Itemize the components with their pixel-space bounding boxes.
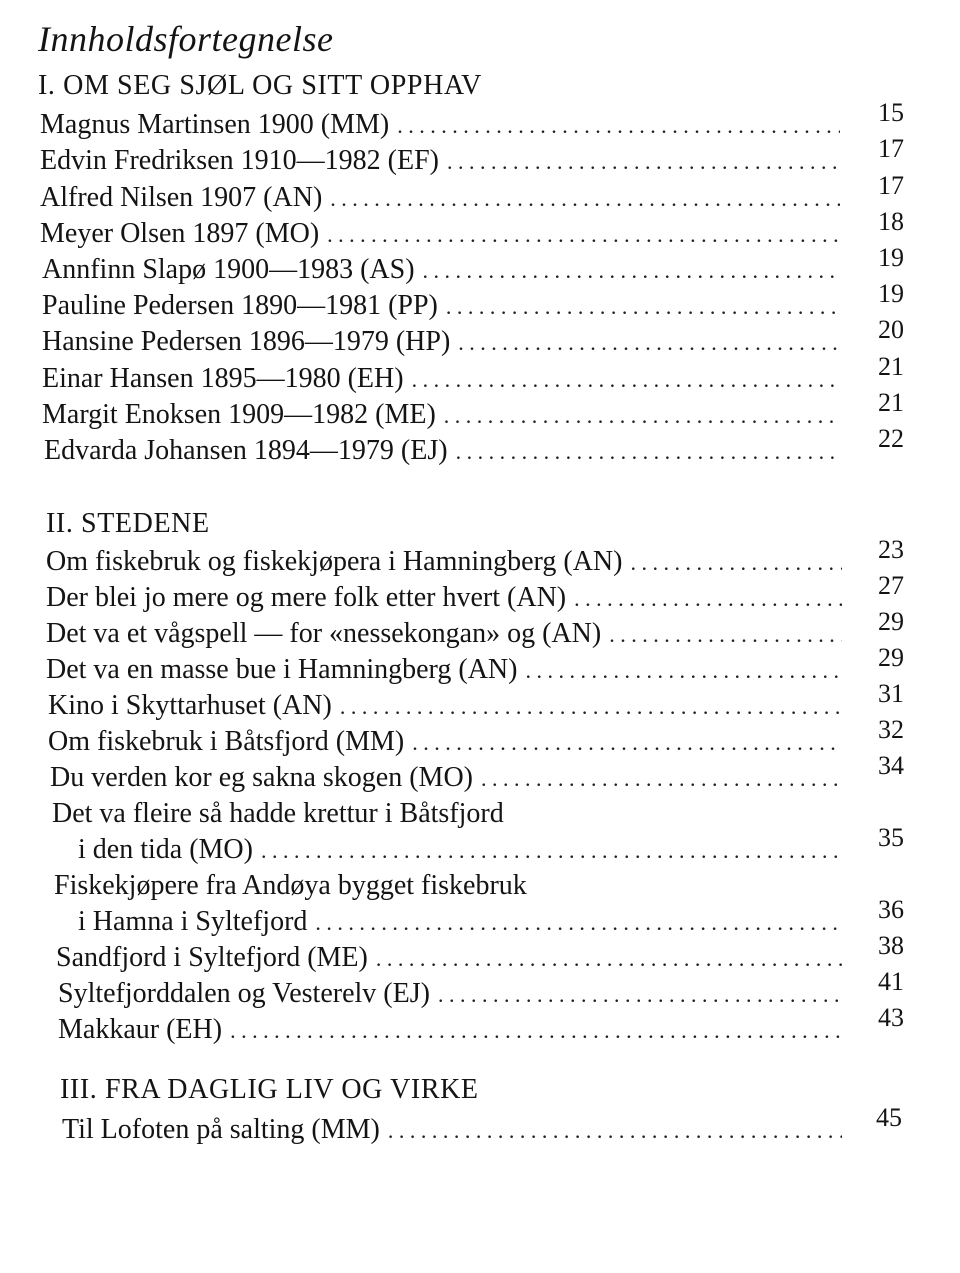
entry-page-number: 19: [878, 243, 904, 272]
toc-entry: [40, 143, 840, 179]
entry-title: Det va en masse bue i Hamningberg (AN): [46, 654, 518, 685]
entry-title: Hansine Pedersen 1896—1979 (HP): [42, 326, 451, 357]
toc-entry: [42, 252, 840, 288]
entry-page-number: 45: [876, 1103, 902, 1132]
dot-leader: [412, 362, 840, 398]
entry-page-number: 29: [878, 607, 904, 636]
entry-title: Sandfjord i Syltefjord (ME): [56, 942, 368, 973]
dot-leader: [458, 325, 840, 361]
toc-entry: [78, 904, 842, 940]
entry-title: Annfinn Slapø 1900—1983 (AS): [42, 254, 415, 285]
entry-page-number: 21: [878, 388, 904, 417]
entry-title: Kino i Skyttarhuset (AN): [48, 690, 332, 721]
toc-entry: [46, 580, 842, 616]
toc-entry: [40, 107, 840, 143]
entry-page-number: 17: [878, 134, 904, 163]
toc-entry: [58, 976, 842, 1012]
entry-title: Alfred Nilsen 1907 (AN): [40, 182, 323, 213]
dot-leader: [230, 1013, 842, 1049]
toc-entry: [42, 397, 840, 433]
entry-page-number: 23: [878, 535, 904, 564]
entry-title: Makkaur (EH): [58, 1014, 223, 1045]
toc-entry: [40, 180, 840, 216]
page-title: Innholdsfortegnelse: [38, 19, 334, 59]
entry-title-first-line: Det va fleire så hadde krettur i Båtsfjord: [52, 798, 504, 829]
section-heading-3: III. FRA DAGLIG LIV OG VIRKE: [60, 1074, 479, 1105]
entry-title: i den tida (MO): [78, 834, 253, 865]
toc-entry: [42, 324, 840, 360]
entry-title: Til Lofoten på salting (MM): [62, 1114, 380, 1145]
entry-page-number: 35: [878, 823, 904, 852]
dot-leader: [446, 289, 840, 325]
section-heading-2: II. STEDENE: [46, 508, 210, 539]
entry-title: Du verden kor eg sakna skogen (MO): [50, 762, 473, 793]
dot-leader: [330, 181, 840, 217]
entry-page-number: 21: [878, 352, 904, 381]
entry-page-number: 17: [878, 171, 904, 200]
toc-entry: [56, 940, 842, 976]
entry-title: Meyer Olsen 1897 (MO): [40, 218, 320, 249]
entry-page-number: 15: [878, 98, 904, 127]
dot-leader: [388, 1113, 842, 1149]
dot-leader: [376, 941, 842, 977]
toc-entry: [46, 652, 842, 688]
entry-page-number: 32: [878, 715, 904, 744]
toc-entry: [48, 724, 842, 760]
dot-leader: [261, 833, 842, 869]
dot-leader: [412, 725, 842, 761]
entry-page-number: 34: [878, 751, 904, 780]
entry-page-number: 31: [878, 679, 904, 708]
entry-title: Om fiskebruk og fiskekjøpera i Hamningberg (AN): [46, 546, 623, 577]
toc-entry: [78, 832, 842, 868]
toc-entry: [58, 1012, 842, 1048]
dot-leader: [525, 653, 842, 689]
entry-title: Margit Enoksen 1909—1982 (ME): [42, 399, 436, 430]
entry-page-number: 41: [878, 967, 904, 996]
dot-leader: [438, 977, 842, 1013]
entry-page-number: 27: [878, 571, 904, 600]
toc-entry: [46, 616, 842, 652]
entry-page-number: 20: [878, 315, 904, 344]
entry-page-number: 43: [878, 1003, 904, 1032]
dot-leader: [447, 144, 840, 180]
entry-title: Pauline Pedersen 1890—1981 (PP): [42, 290, 438, 321]
entry-title: Edvarda Johansen 1894—1979 (EJ): [44, 435, 448, 466]
toc-entry: [48, 688, 842, 724]
entry-page-number: 38: [878, 931, 904, 960]
toc-entry: [42, 361, 840, 397]
entry-title: Einar Hansen 1895—1980 (EH): [42, 363, 404, 394]
dot-leader: [340, 689, 842, 725]
section-heading-1: I. OM SEG SJØL OG SITT OPPHAV: [38, 70, 482, 101]
entry-title: Magnus Martinsen 1900 (MM): [40, 109, 390, 140]
entry-page-number: 18: [878, 207, 904, 236]
toc-entry: [42, 288, 840, 324]
entry-page-number: 22: [878, 424, 904, 453]
dot-leader: [444, 398, 840, 434]
entry-title: Syltefjorddalen og Vesterelv (EJ): [58, 978, 430, 1009]
toc-entry: [62, 1112, 842, 1148]
entry-title: i Hamna i Syltefjord: [78, 906, 308, 937]
dot-leader: [609, 617, 842, 653]
entry-title: Der blei jo mere og mere folk etter hvert (AN): [46, 582, 567, 613]
entry-page-number: 36: [878, 895, 904, 924]
dot-leader: [397, 108, 840, 144]
entry-page-number: 19: [878, 279, 904, 308]
toc-entry: [44, 433, 840, 469]
entry-title-first-line: Fiskekjøpere fra Andøya bygget fiskebruk: [54, 870, 527, 901]
entry-title: Det va et vågspell — for «nessekongan» og (AN): [46, 618, 602, 649]
toc-entry: [50, 760, 842, 796]
entry-page-number: 29: [878, 643, 904, 672]
dot-leader: [456, 434, 840, 470]
dot-leader: [574, 581, 842, 617]
dot-leader: [630, 545, 842, 581]
toc-entry: [46, 544, 842, 580]
entry-title: Edvin Fredriksen 1910—1982 (EF): [40, 145, 439, 176]
dot-leader: [481, 761, 842, 797]
dot-leader: [315, 905, 842, 941]
entry-title: Om fiskebruk i Båtsfjord (MM): [48, 726, 405, 757]
toc-entry: [40, 216, 840, 252]
dot-leader: [327, 217, 840, 253]
dot-leader: [423, 253, 840, 289]
